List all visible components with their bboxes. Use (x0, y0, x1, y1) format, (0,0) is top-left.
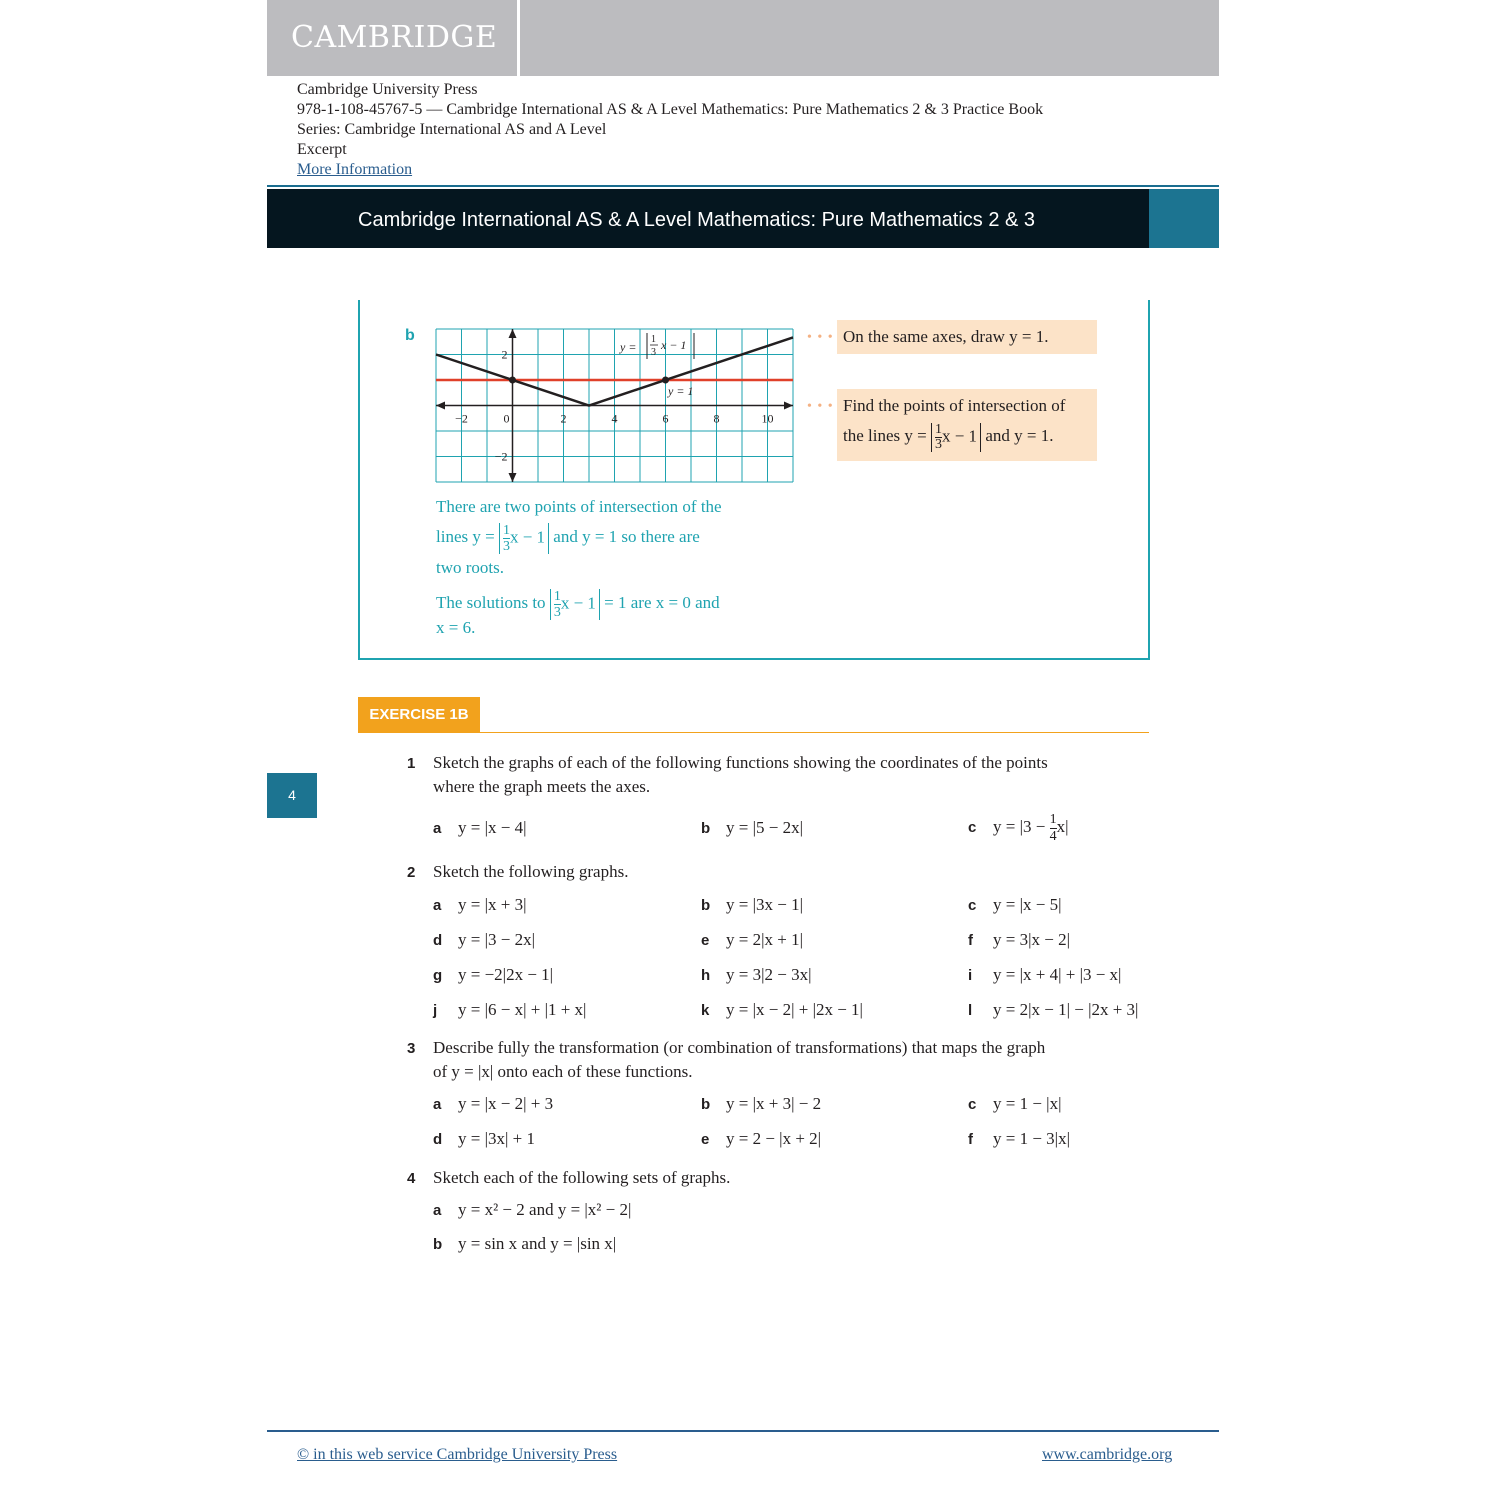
q1-a-label: a (433, 820, 442, 837)
q1-c-lhs: y = |3 − (993, 817, 1050, 836)
expl-1-frac-den: 3 (502, 538, 510, 554)
q1-c-rhs: x| (1056, 817, 1069, 836)
q2-d-label: d (433, 932, 443, 949)
q1-item-b (701, 818, 803, 838)
chapter-title: Cambridge International AS & A Level Mathematics: Pure Mathematics 2 & 3 (358, 209, 1036, 231)
x-tick-label: 6 (662, 411, 669, 426)
q1-item-c (968, 807, 1068, 848)
header-rule (267, 185, 1219, 187)
expl-1-abs (499, 523, 549, 554)
q2-item-l (968, 1000, 1138, 1020)
expl-1-line2 (436, 519, 722, 555)
q1-c-label: c (968, 819, 977, 836)
x-tick-label: 8 (713, 411, 720, 426)
expl-1-line3: two roots. (436, 558, 504, 577)
q3-f-label: f (968, 1131, 973, 1148)
q3-item-d (433, 1129, 535, 1149)
q3-e-label: e (701, 1131, 710, 1148)
note-2-line2 (843, 421, 1091, 452)
q2-e-label: e (701, 932, 710, 949)
q4-a-expr: y = x² − 2 and y = |x² − 2| (458, 1200, 632, 1219)
expl-1-expr: x − 1 (509, 527, 546, 546)
q1-line2: where the graph meets the axes. (433, 777, 651, 796)
q3-d-label: d (433, 1131, 443, 1148)
question-3-number: 3 (407, 1040, 416, 1057)
q2-item-b (701, 895, 803, 915)
note-2-abs (931, 423, 981, 452)
q1-c-expr (993, 811, 1069, 844)
x-tick-label: −2 (455, 411, 468, 426)
q3-b-label: b (701, 1096, 711, 1113)
note-2-line1: Find the points of intersection of (843, 396, 1066, 415)
x-tick-label: 2 (560, 411, 567, 426)
curve-label-lhs: y = (620, 340, 637, 354)
brand-divider (517, 0, 520, 76)
note-frac-den: 3 (934, 436, 942, 452)
q2-item-a (433, 895, 526, 915)
q3-item-f (968, 1129, 1070, 1149)
question-1-text (433, 751, 1048, 799)
question-2-text: Sketch the following graphs. (433, 862, 629, 881)
q4-item-a (433, 1200, 631, 1220)
note-1-text: On the same axes, draw y = 1. (843, 327, 1049, 346)
q3-b-expr: y = |x + 3| − 2 (726, 1094, 822, 1113)
y-axis-arrow-up (509, 329, 517, 338)
question-3-text (433, 1036, 1045, 1084)
copyright-link[interactable]: © in this web service Cambridge University Press (297, 1446, 618, 1463)
book-metadata (297, 80, 1043, 180)
cambridge-website-link[interactable]: www.cambridge.org (1042, 1446, 1173, 1463)
expl-1-rhs: and y = 1 so there are (553, 527, 700, 546)
q2-l-label: l (968, 1002, 973, 1019)
q3-e-expr: y = 2 − |x + 2| (726, 1129, 822, 1148)
note-dots-1: • • • (807, 330, 834, 345)
exercise-rule (480, 732, 1149, 733)
q2-f-expr: y = 3|x − 2| (993, 930, 1070, 949)
question-1-number: 1 (407, 755, 416, 772)
q2-j-label: j (433, 1002, 438, 1019)
y-axis-arrow-down (509, 473, 517, 482)
q2-f-label: f (968, 932, 973, 949)
graph (432, 325, 797, 490)
expl-2-frac-num: 1 (553, 588, 561, 604)
line-label: y = 1 (668, 384, 694, 398)
q3-line2: of y = |x| onto each of these functions. (433, 1062, 693, 1081)
curve-label-expr: x − 1 (661, 338, 687, 352)
q3-c-label: c (968, 1096, 977, 1113)
x-axis-arrow-left (436, 402, 445, 410)
q1-a-expr: y = |x − 4| (458, 818, 527, 837)
q1-c-frac-den: 4 (1049, 828, 1057, 844)
x-axis-arrow-right (784, 402, 793, 410)
expl-2-line2: x = 6. (436, 618, 476, 637)
cambridge-logo: CAMBRIDGE (291, 20, 498, 55)
intersection-point (662, 377, 669, 384)
q4-b-expr: y = sin x and y = |sin x| (458, 1234, 617, 1253)
series: Series: Cambridge International AS and A Level (297, 121, 607, 138)
q4-a-label: a (433, 1202, 442, 1219)
q3-c-expr: y = 1 − |x| (993, 1094, 1062, 1113)
q2-l-expr: y = 2|x − 1| − |2x + 3| (993, 1000, 1139, 1019)
q2-h-label: h (701, 967, 711, 984)
question-4-number: 4 (407, 1170, 416, 1187)
q2-item-d (433, 930, 535, 950)
expl-1-lhs: lines y = (436, 527, 495, 546)
footer-rule (267, 1430, 1219, 1432)
q2-j-expr: y = |6 − x| + |1 + x| (458, 1000, 587, 1019)
q2-item-h (701, 965, 811, 985)
q1-line1: Sketch the graphs of each of the following functions showing the coordinates of the points (433, 753, 1048, 772)
q2-item-g (433, 965, 553, 985)
exercise-badge: EXERCISE 1B (358, 697, 480, 733)
x-tick-label: 0 (503, 411, 510, 426)
q2-a-label: a (433, 897, 442, 914)
intersection-point (509, 377, 516, 384)
isbn-title: 978-1-108-45767-5 — Cambridge International AS & A Level Mathematics: Pure Mathematics 2 & 3 Practice Book (297, 101, 1044, 118)
q2-item-k (701, 1000, 863, 1020)
q4-b-label: b (433, 1236, 443, 1253)
curve-label-frac-num: 1 (651, 334, 656, 345)
q2-item-f (968, 930, 1070, 950)
note-intersections (837, 389, 1097, 461)
q2-item-j (433, 1000, 586, 1020)
note-2-expr: x − 1 (941, 426, 978, 445)
q2-item-c (968, 895, 1061, 915)
excerpt-label: Excerpt (297, 141, 347, 158)
q3-item-b (701, 1094, 821, 1114)
more-information-link[interactable]: More Information (297, 161, 413, 178)
q2-c-expr: y = |x − 5| (993, 895, 1062, 914)
q3-item-c (968, 1094, 1061, 1114)
question-2-number: 2 (407, 864, 416, 881)
q2-a-expr: y = |x + 3| (458, 895, 527, 914)
q3-a-expr: y = |x − 2| + 3 (458, 1094, 554, 1113)
q1-b-label: b (701, 820, 711, 837)
explanation-2 (436, 583, 720, 640)
q1-item-a (433, 818, 526, 838)
y-tick-label: 2 (501, 347, 508, 362)
page-number-tab: 4 (267, 773, 317, 818)
expl-2-abs (550, 589, 600, 620)
chapter-bar (267, 189, 1149, 248)
note-2-rhs: and y = 1. (985, 426, 1054, 445)
explanation-1 (436, 494, 722, 580)
q3-a-label: a (433, 1096, 442, 1113)
q2-g-label: g (433, 967, 443, 984)
part-label: b (405, 327, 415, 344)
expl-2-frac-den: 3 (553, 604, 561, 620)
q3-item-a (433, 1094, 553, 1114)
y-tick-label: −2 (494, 449, 508, 464)
expl-1-line1: There are two points of intersection of the (436, 497, 722, 516)
q2-b-label: b (701, 897, 711, 914)
q2-k-expr: y = |x − 2| + |2x − 1| (726, 1000, 863, 1019)
expl-2-expr: x − 1 (560, 593, 596, 612)
q3-item-e (701, 1129, 821, 1149)
note-frac-num: 1 (934, 421, 942, 437)
note-draw-line (837, 320, 1097, 354)
page (267, 0, 1219, 1487)
q2-c-label: c (968, 897, 977, 914)
q4-item-b (433, 1234, 616, 1254)
brand-bar (267, 0, 1219, 76)
q3-line1: Describe fully the transformation (or combination of transformations) that maps the graph (433, 1038, 1046, 1057)
x-tick-label: 10 (761, 411, 774, 426)
question-4-text: Sketch each of the following sets of graphs. (433, 1168, 731, 1187)
q3-d-expr: y = |3x| + 1 (458, 1129, 535, 1148)
note-dots-2: • • • (807, 399, 834, 414)
q2-i-expr: y = |x + 4| + |3 − x| (993, 965, 1122, 984)
q2-g-expr: y = −2|2x − 1| (458, 965, 554, 984)
q2-e-expr: y = 2|x + 1| (726, 930, 803, 949)
expl-2-rhs: = 1 are x = 0 and (604, 593, 720, 612)
note-2-lhs: the lines y = (843, 426, 927, 445)
chapter-bar-accent (1149, 189, 1219, 248)
expl-2-lhs: The solutions to (436, 593, 546, 612)
expl-2-line1 (436, 583, 720, 623)
x-tick-label: 4 (611, 411, 618, 426)
q2-item-i (968, 965, 1121, 985)
curve-label-frac-den: 3 (651, 347, 656, 358)
publisher: Cambridge University Press (297, 81, 478, 98)
q1-b-expr: y = |5 − 2x| (726, 818, 803, 837)
q2-k-label: k (701, 1002, 710, 1019)
q2-i-label: i (968, 967, 973, 984)
q2-item-e (701, 930, 803, 950)
q2-h-expr: y = 3|2 − 3x| (726, 965, 812, 984)
q3-f-expr: y = 1 − 3|x| (993, 1129, 1070, 1148)
expl-1-frac-num: 1 (502, 522, 510, 538)
q1-c-frac-num: 1 (1049, 811, 1057, 827)
q2-d-expr: y = |3 − 2x| (458, 930, 535, 949)
q2-b-expr: y = |3x − 1| (726, 895, 803, 914)
